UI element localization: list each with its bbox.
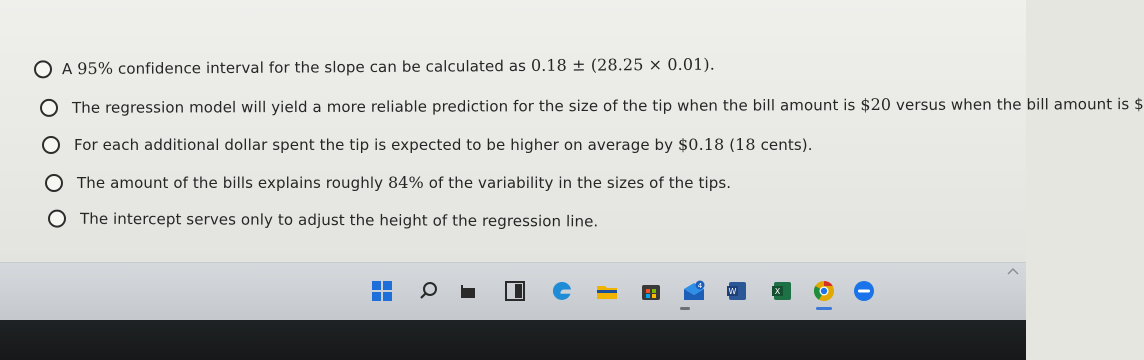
radio-button-4[interactable] [45, 174, 63, 192]
option-3-math-b: 18 [735, 135, 756, 154]
file-explorer-icon[interactable] [596, 280, 618, 302]
option-3-text-b: ( [724, 136, 736, 154]
excel-letter: X [774, 287, 781, 296]
option-1-math-a: 95% [77, 58, 114, 79]
option-1-text-a: A [61, 60, 78, 79]
running-app-indicator [816, 307, 832, 311]
radio-button-5[interactable] [48, 210, 66, 228]
option-4-text-a: The amount of the bills explains roughly [77, 174, 388, 192]
windows-taskbar [0, 262, 1026, 321]
answer-option-1[interactable] [34, 55, 715, 79]
option-4-math-a: 84% [387, 173, 424, 192]
answer-option-3-text [74, 135, 813, 154]
widgets-icon[interactable] [504, 280, 526, 302]
task-view-icon[interactable] [459, 280, 481, 302]
microsoft-store-icon[interactable] [640, 280, 662, 302]
chevron-up-icon[interactable] [1006, 266, 1020, 276]
word-letter: W [728, 287, 737, 296]
option-3-math-a: $0.18 [678, 135, 725, 154]
mail-badge: 4 [697, 282, 703, 290]
mail-icon[interactable] [683, 280, 705, 302]
chrome-icon[interactable] [813, 280, 835, 302]
option-2-math-a: $20 [860, 94, 892, 115]
windows-start-icon[interactable] [371, 280, 393, 302]
option-3-text-c: cents). [755, 136, 813, 154]
answer-option-2[interactable] [40, 94, 1144, 117]
search-icon[interactable] [418, 280, 440, 302]
answer-option-5[interactable] [48, 210, 598, 231]
monitor-bezel [0, 320, 1026, 360]
option-1-math-b: 0.18 ± (28.25 × 0.01). [530, 54, 715, 75]
option-1-text-b: confidence interval for the slope can be calculated as [113, 56, 531, 78]
option-5-text-a: The intercept serves only to adjust the height of the regression line. [79, 209, 599, 231]
option-2-text-b: versus when the bill amount is $ [891, 95, 1144, 114]
answer-option-1-text [62, 55, 715, 79]
active-app-indicator [680, 307, 690, 311]
edge-icon[interactable] [551, 280, 573, 302]
radio-button-1[interactable] [34, 60, 52, 78]
option-3-text-a: For each additional dollar spent the tip is expected to be higher on average by [74, 136, 679, 154]
option-4-text-b: of the variability in the sizes of the tips. [423, 174, 732, 192]
answer-option-5-text [80, 210, 598, 231]
answer-option-4[interactable] [45, 173, 731, 192]
radio-button-2[interactable] [40, 98, 58, 116]
app-icon[interactable] [853, 280, 875, 302]
excel-icon[interactable] [771, 280, 793, 302]
option-2-text-a: The regression model will yield a more reliable prediction for the size of the tip when the bill amount is [71, 96, 861, 117]
word-icon[interactable] [726, 280, 748, 302]
answer-option-3[interactable] [42, 135, 813, 154]
answer-option-4-text [77, 173, 731, 192]
answer-option-2-text [72, 94, 1144, 117]
radio-button-3[interactable] [42, 136, 60, 154]
